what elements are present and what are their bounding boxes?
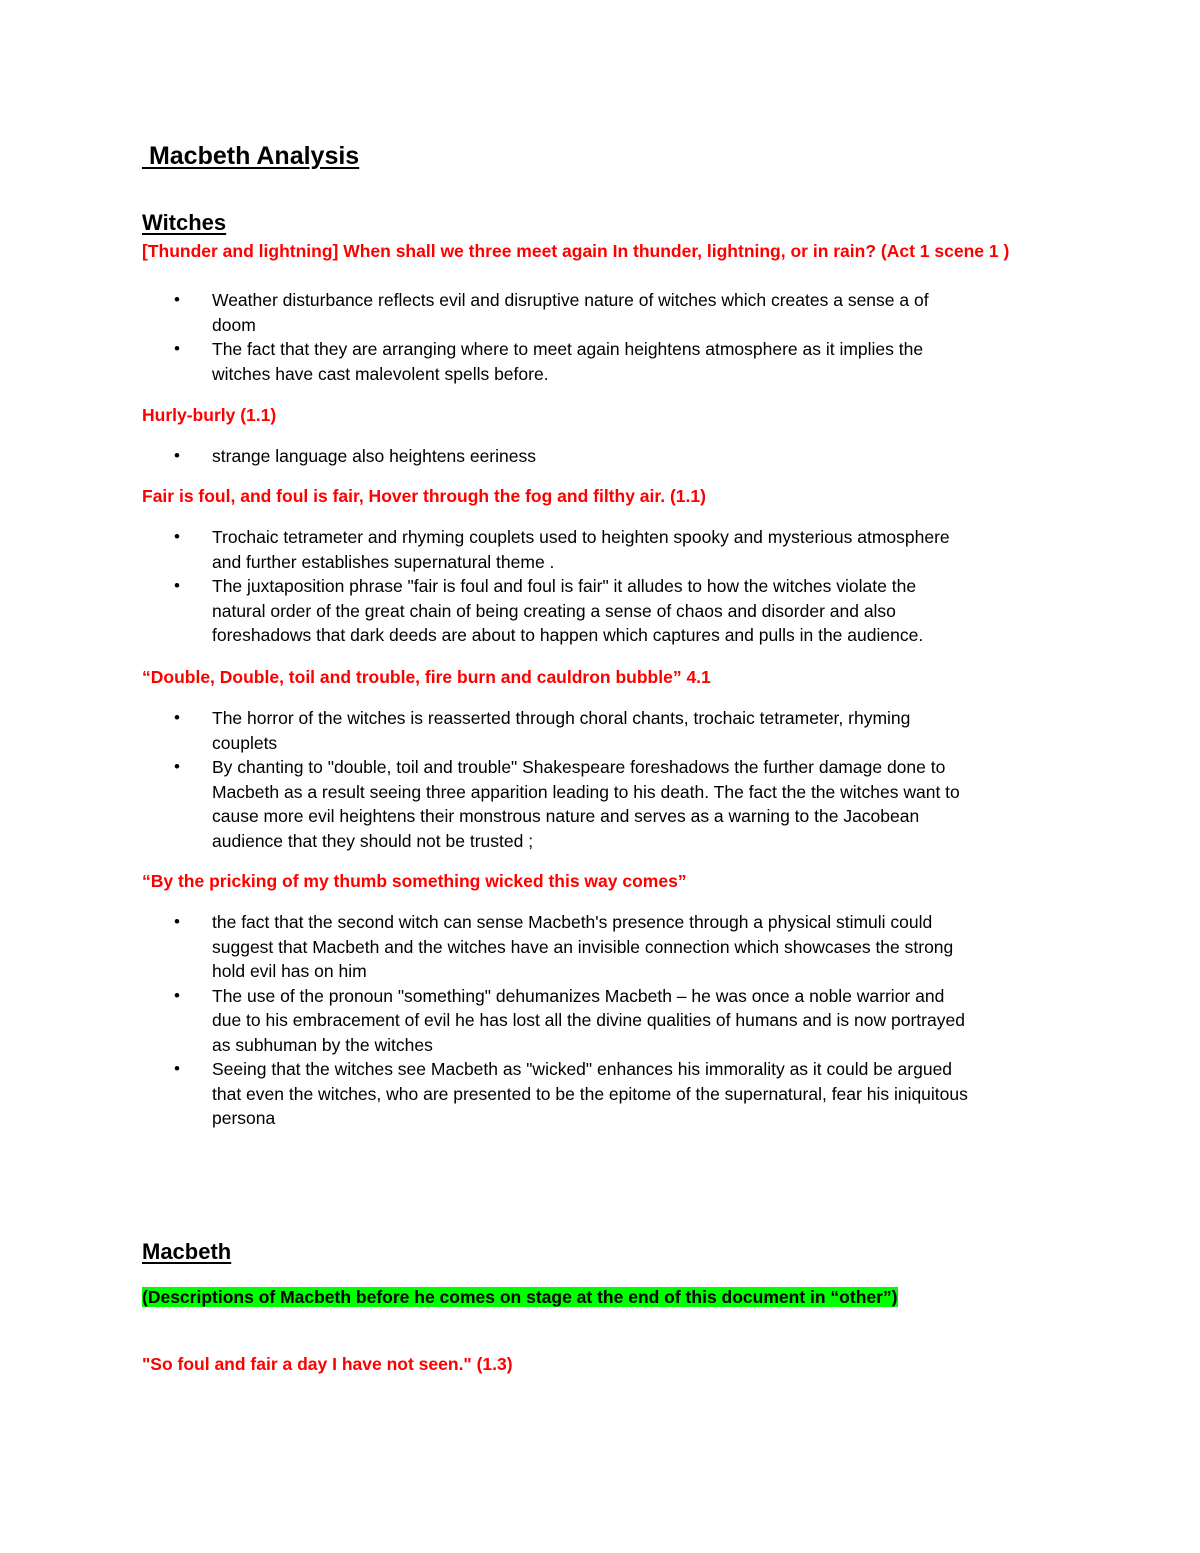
quote-double-double: “Double, Double, toil and trouble, fire burn and cauldron bubble” 4.1 [142,667,711,687]
section-heading-witches: Witches [142,210,227,235]
quote-hurly-burly: Hurly-burly (1.1) [142,405,277,425]
list-item [142,444,1072,469]
bullet-list-hurly-burly [142,444,1072,469]
bullet-text: the fact that the second witch can sense Macbeth's presence through a physical stimuli could suggest that Macbeth and the witches have an invisible connection which showcases the strong hold evil has on him [212,912,954,981]
bullet-text: Trochaic tetrameter and rhyming couplets used to heighten spooky and mysterious atmosphere and further establishes supernatural theme . [212,527,950,572]
bullet-icon: • [174,527,180,546]
bullet-text: strange language also heightens eeriness [212,446,536,466]
bullet-text: Weather disturbance reflects evil and disruptive nature of witches which creates a sense a of doom [212,290,929,335]
bullet-list-pricking-thumb [142,910,1072,1131]
bullet-text: The use of the pronoun "something" dehumanizes Macbeth – he was once a noble warrior and due to his embracement of evil he has lost all the divine qualities of humans and is now portrayed as subhuman by the witches [212,985,965,1055]
list-item [142,288,1072,337]
list-item [142,706,1072,755]
bullet-list-fair-is-foul [142,525,1072,648]
section-heading-macbeth: Macbeth [142,1239,232,1264]
bullet-icon: • [174,708,180,727]
list-item [142,337,1072,386]
document-title: Macbeth Analysis [142,142,360,170]
bullet-list-thunder [142,288,1072,386]
bullet-icon: • [174,1059,180,1078]
bullet-text: The juxtaposition phrase "fair is foul and foul is fair" it alludes to how the witches violate the natural order of the great chain of being creating a sense of chaos and disorder and also foreshadows that dark deeds are about to happen which captures and pulls in the audience. [212,576,924,645]
quote-pricking-thumb: “By the pricking of my thumb something wicked this way comes” [142,871,687,891]
bullet-text: The fact that they are arranging where to meet again heightens atmosphere as it implies the witches have cast malevolent spells before. [212,339,924,384]
highlighted-note-text: (Descriptions of Macbeth before he comes on stage at the end of this document in “other”) [142,1287,898,1307]
bullet-list-double-double [142,706,1072,853]
list-item [142,755,1072,853]
quote-fair-is-foul: Fair is foul, and foul is fair, Hover through the fog and filthy air. (1.1) [142,486,706,506]
list-item [142,525,1072,574]
list-item [142,574,1072,648]
bullet-icon: • [174,339,180,358]
list-item [142,984,1072,1058]
quote-so-foul-and-fair: "So foul and fair a day I have not seen." (1.3) [142,1354,513,1374]
bullet-text: Seeing that the witches see Macbeth as "wicked" enhances his immorality as it could be argued that even the witches, who are presented to be the epitome of the supernatural, fear his iniquitous persona [212,1059,968,1128]
bullet-text: By chanting to "double, toil and trouble" Shakespeare foreshadows the further damage done to Macbeth as a result seeing three apparition leading to his death. The fact the the witches want to cause more evil heightens their monstrous nature and serves as a warning to the Jacobean audience that they should not be trusted ; [212,757,960,851]
bullet-icon: • [174,912,180,931]
bullet-icon: • [174,985,180,1005]
bullet-icon: • [174,446,180,465]
highlighted-note [142,1284,1002,1310]
bullet-text: The horror of the witches is reasserted through choral chants, trochaic tetrameter, rhyming couplets [212,708,911,753]
list-item [142,910,1072,984]
bullet-icon: • [174,757,180,776]
bullet-icon: • [174,576,180,595]
quote-thunder-lightning: [Thunder and lightning] When shall we three meet again In thunder, lightning, or in rain? (Act 1 scene 1 ) [142,241,1010,261]
bullet-icon: • [174,290,180,309]
list-item [142,1057,1072,1131]
